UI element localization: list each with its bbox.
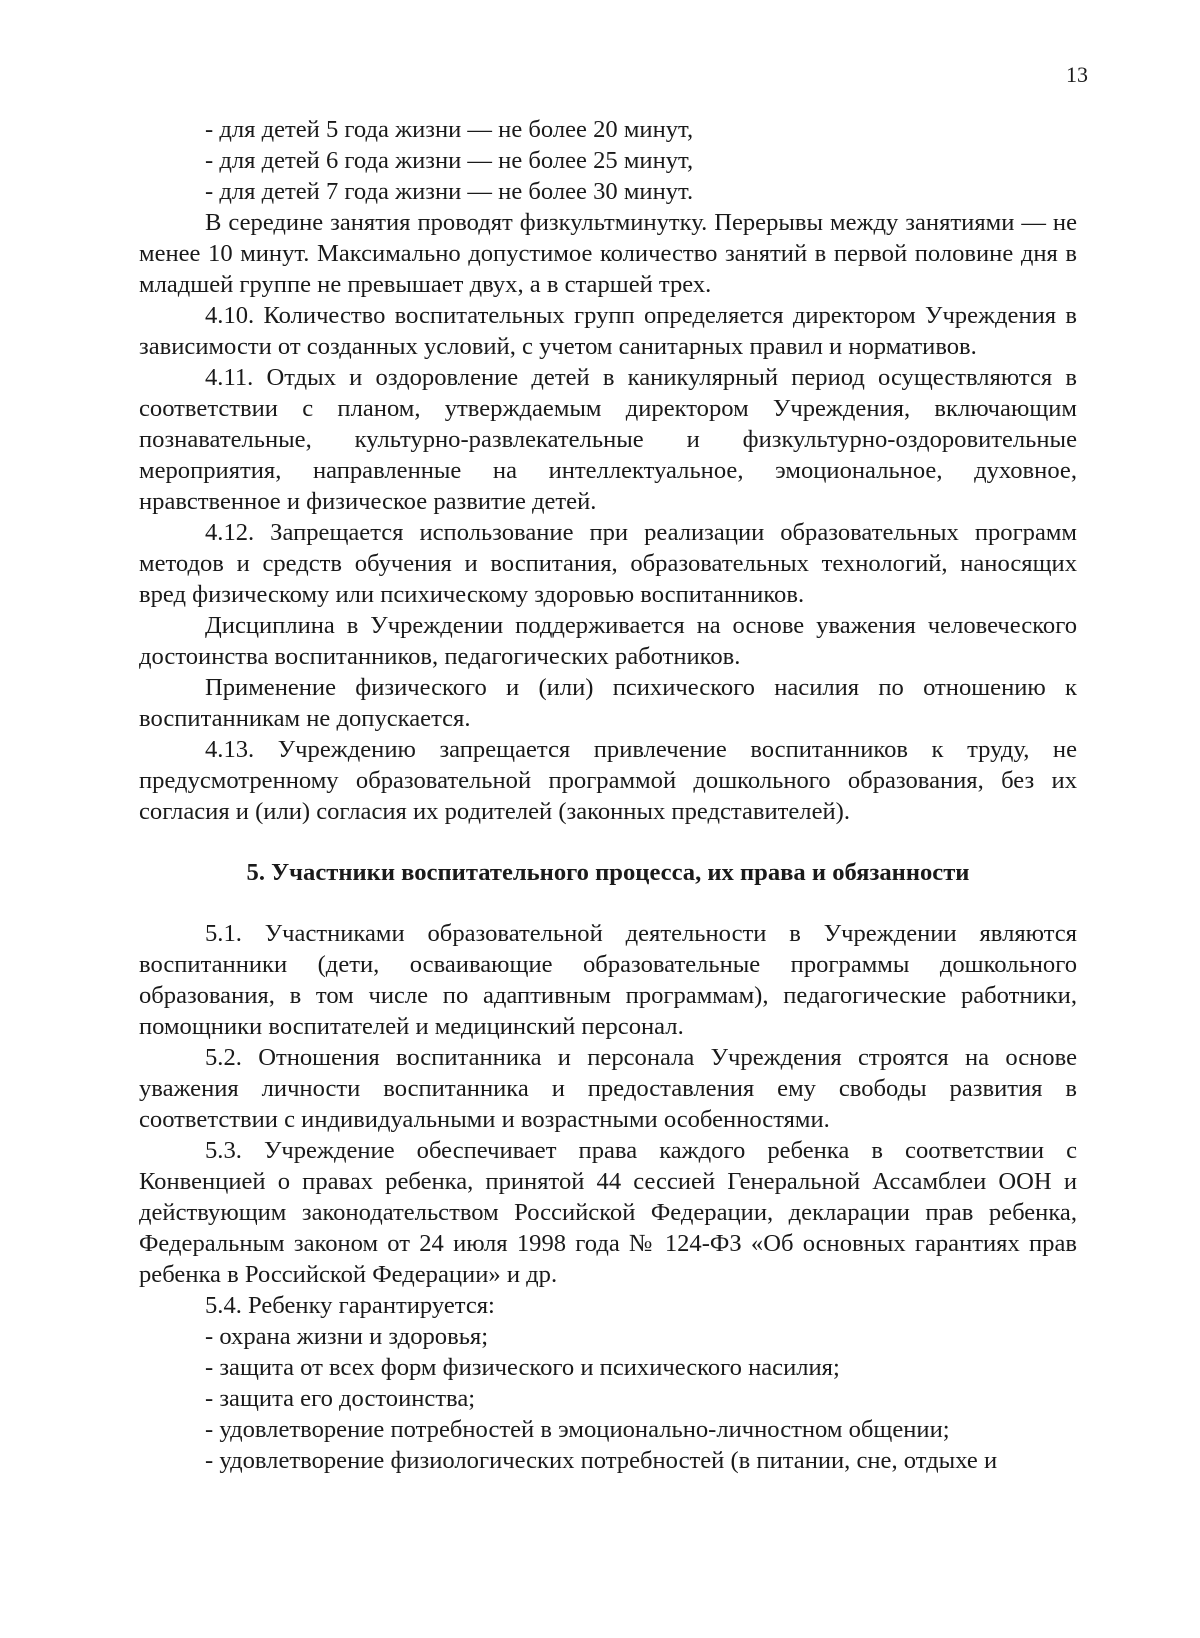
paragraph-5-4: 5.4. Ребенку гарантируется: — [205, 1292, 495, 1319]
paragraph-breaks: В середине занятия проводят физкультминутку. Перерывы между занятиями — не менее 10 минут. Максимально допустимое количество занятий в первой половине дня в младшей группе не превышает двух, а в старшей трех. — [139, 209, 1077, 298]
document-body — [139, 114, 1077, 1476]
list-item-dignity: - защита его достоинства; — [205, 1385, 476, 1412]
list-item-age-5: - для детей 5 года жизни — не более 20 минут, — [205, 116, 694, 143]
list-item-age-7: - для детей 7 года жизни — не более 30 минут. — [205, 178, 694, 205]
list-item-protection: - защита от всех форм физического и психического насилия; — [205, 1354, 840, 1381]
list-item-emotional-needs: - удовлетворение потребностей в эмоционально-личностном общении; — [205, 1416, 950, 1443]
paragraph-5-2: 5.2. Отношения воспитанника и персонала Учреждения строятся на основе уважения личности воспитанника и предоставления ему свободы развития в соответствии с индивидуальными и возрастными особенностями. — [139, 1044, 1077, 1133]
paragraph-4-12: 4.12. Запрещается использование при реализации образовательных программ методов и средств обучения и воспитания, образовательных технологий, наносящих вред физическому или психическому здоровью воспитанников. — [139, 519, 1077, 608]
list-item-physiological-needs: - удовлетворение физиологических потребностей (в питании, сне, отдыхе и — [205, 1447, 998, 1474]
section-heading-5: 5. Участники воспитательного процесса, их права и обязанности — [246, 859, 970, 886]
paragraph-5-1: 5.1. Участниками образовательной деятельности в Учреждении являются воспитанники (дети, осваивающие образовательные программы дошкольного образования, в том числе по адаптивным программам), педагогические работники, помощники воспитателей и медицинский персонал. — [139, 920, 1077, 1040]
paragraph-violence: Применение физического и (или) психического насилия по отношению к воспитанникам не допускается. — [139, 674, 1077, 732]
paragraph-4-13: 4.13. Учреждению запрещается привлечение воспитанников к труду, не предусмотренному образовательной программой дошкольного образования, без их согласия и (или) согласия их родителей (законных представителей). — [139, 736, 1077, 825]
page-number: 13 — [1066, 62, 1088, 87]
list-item-health: - охрана жизни и здоровья; — [205, 1323, 489, 1350]
paragraph-4-11: 4.11. Отдых и оздоровление детей в каникулярный период осуществляются в соответствии с планом, утверждаемым директором Учреждения, включающим познавательные, культурно-развлекательные и физкультурно-оздоровительные мероприятия, направленные на интеллектуальное, эмоциональное, духовное, нравственное и физическое развитие детей. — [139, 364, 1077, 515]
paragraph-discipline: Дисциплина в Учреждении поддерживается на основе уважения человеческого достоинства воспитанников, педагогических работников. — [139, 612, 1077, 670]
list-item-age-6: - для детей 6 года жизни — не более 25 минут, — [205, 147, 694, 174]
paragraph-4-10: 4.10. Количество воспитательных групп определяется директором Учреждения в зависимости от созданных условий, с учетом санитарных правил и нормативов. — [139, 302, 1077, 360]
paragraph-5-3: 5.3. Учреждение обеспечивает права каждого ребенка в соответствии с Конвенцией о правах ребенка, принятой 44 сессией Генеральной Ассамблеи ООН и действующим законодательством Российской Федерации, декларации прав ребенка, Федеральным законом от 24 июля 1998 года № 124-ФЗ «Об основных гарантиях прав ребенка в Российской Федерации» и др. — [139, 1137, 1077, 1288]
